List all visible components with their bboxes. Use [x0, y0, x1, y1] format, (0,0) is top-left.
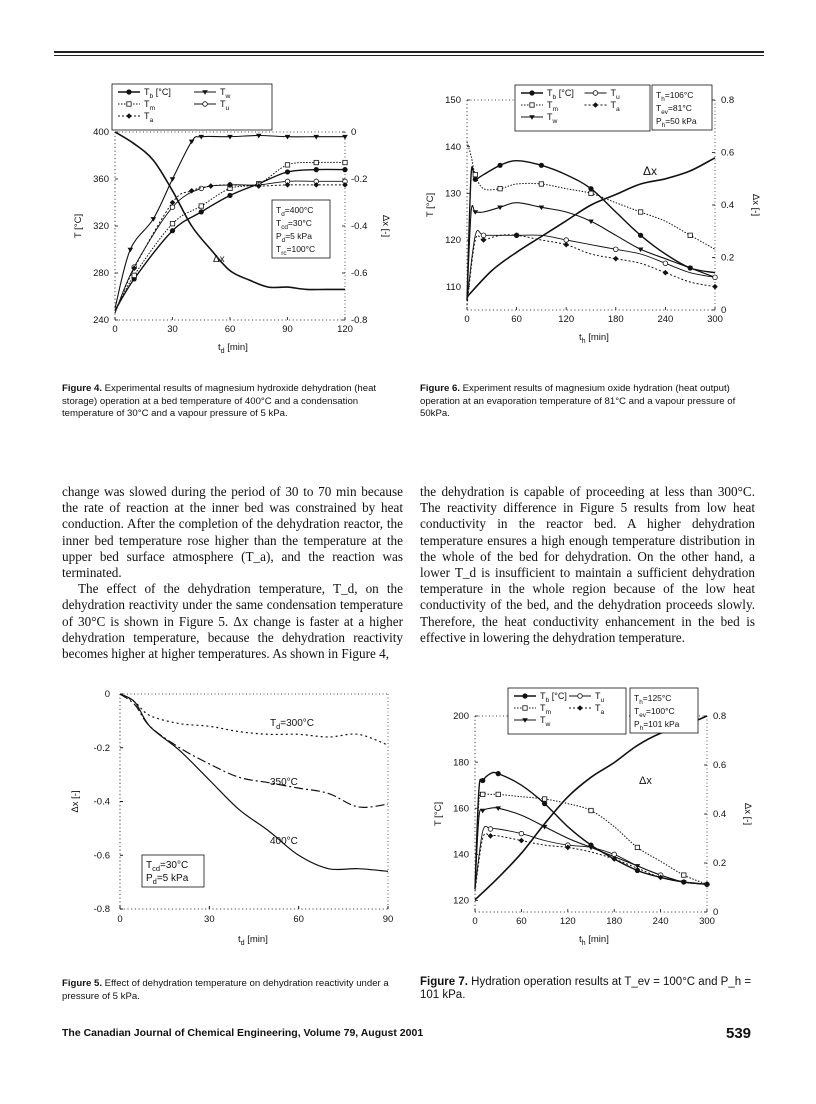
x-tick-label: 120	[558, 314, 575, 325]
data-point	[564, 238, 569, 243]
figure-5-caption	[62, 978, 404, 1003]
caption-text: Experiment results of magnesium oxide hydration (heat output) operation at an evaporation temperature of 81°C and a vapour pressure of 50kPa.	[420, 383, 736, 420]
legend-label: $T_a$	[144, 111, 154, 124]
data-point	[227, 193, 232, 198]
y-tick-label: 140	[445, 141, 461, 153]
caption-text: Effect of dehydration temperature on dehydration reactivity under a pressure of 5 kPa.	[62, 978, 389, 1002]
legend-label: $T_a$	[595, 703, 605, 716]
series-line	[120, 694, 388, 871]
body-text-right-column	[420, 484, 755, 646]
data-point	[712, 284, 718, 290]
legend-box	[515, 85, 650, 131]
condition-label: $T_{rc}=100^\circ C$	[276, 244, 316, 257]
legend-label: $T_u$	[595, 691, 605, 704]
data-point	[539, 163, 544, 168]
x-tick-label: 120	[337, 324, 353, 335]
data-point	[314, 160, 318, 164]
x-tick-label: 0	[464, 314, 470, 325]
legend-label: $T_w$	[547, 112, 558, 125]
figure-7-chart	[415, 672, 760, 957]
legend-label: $T_m$	[540, 703, 552, 716]
data-point	[481, 237, 487, 243]
series-t-b	[475, 771, 707, 889]
y-tick-label: 240	[93, 315, 109, 327]
condition-label: $P_d=5$ kPa	[276, 231, 312, 244]
x-tick-label: 60	[224, 324, 236, 335]
series-line	[467, 203, 715, 301]
caption-label: Figure 5.	[62, 978, 102, 989]
legend-box	[112, 84, 272, 130]
y-tick-label: 0	[104, 689, 110, 701]
x-tick-label: 30	[204, 914, 215, 925]
series-label: 350°C	[270, 777, 298, 788]
y2-tick-label: 0	[351, 127, 357, 139]
caption-label: Figure 4.	[62, 383, 102, 394]
data-point	[170, 228, 175, 233]
series-t-d-300-c	[120, 694, 388, 745]
x-axis-label: $t_d$ [min]	[218, 342, 248, 355]
data-point	[682, 873, 686, 877]
data-point	[343, 160, 347, 164]
figure-5-chart	[60, 672, 405, 957]
y2-tick-label: 0.8	[713, 711, 727, 723]
data-point	[638, 210, 642, 214]
y-tick-label: 120	[453, 895, 469, 907]
legend-label: $T_u$	[610, 88, 620, 101]
data-point	[613, 256, 619, 262]
x-tick-label: 60	[516, 916, 527, 927]
journal-footer: The Canadian Journal of Chemical Engineering, Volume 79, August 2001	[62, 1027, 424, 1039]
y-tick-label: 110	[445, 281, 461, 293]
data-point	[285, 163, 289, 167]
series-t-u	[475, 826, 709, 889]
data-point	[126, 89, 131, 94]
x-tick-label: 90	[282, 324, 293, 335]
data-point	[496, 771, 501, 776]
data-point	[127, 102, 131, 106]
x-tick-label: 240	[657, 314, 674, 325]
data-point	[199, 209, 204, 214]
x-tick-label: 240	[652, 916, 669, 927]
data-point	[522, 693, 527, 698]
data-point	[530, 103, 534, 107]
condition-label: $T_{ev}=81^\circ C$	[656, 103, 692, 116]
data-point	[612, 852, 617, 857]
x-tick-label: 0	[472, 916, 478, 927]
data-point	[480, 809, 486, 814]
figure-6-chart	[415, 70, 760, 370]
series-350-c	[120, 694, 388, 807]
data-point	[663, 261, 668, 266]
y2-tick-label: 0	[721, 305, 727, 317]
data-point	[578, 694, 583, 699]
series-t-b	[467, 161, 715, 301]
series-label: $T_d=300^\circ C$	[270, 718, 315, 731]
data-point	[473, 172, 477, 176]
data-point	[170, 177, 176, 182]
data-point	[132, 273, 136, 277]
legend-label: $T_a$	[610, 100, 620, 113]
data-point	[519, 838, 525, 844]
data-point	[704, 882, 710, 888]
y-axis-label: T [°C]	[425, 192, 436, 218]
body-text-left-column	[62, 484, 403, 662]
figure-4-caption	[62, 383, 407, 421]
y-tick-label: 140	[453, 849, 469, 861]
y-tick-label: -0.2	[93, 742, 110, 754]
data-point	[481, 233, 486, 238]
y2-axis-label: Δx [-]	[380, 214, 391, 238]
series--x	[467, 158, 715, 297]
x-tick-label: 60	[293, 914, 304, 925]
data-point	[542, 797, 546, 801]
series-line	[467, 230, 715, 300]
data-point	[496, 792, 500, 796]
delta-x-annotation: Δx	[213, 254, 225, 265]
figure-4-chart	[60, 70, 400, 370]
legend-label: $T_b$ [°C]	[144, 87, 171, 100]
data-point	[488, 833, 494, 839]
data-point	[589, 808, 593, 812]
caption-text: Hydration operation results at T_ev = 100°C and P_h = 101 kPa.	[420, 976, 752, 1001]
data-point	[589, 191, 593, 195]
data-point	[208, 183, 214, 189]
caption-label: Figure 6.	[420, 383, 460, 394]
x-axis-label: $t_h$ [min]	[579, 934, 609, 947]
x-axis-label: $t_h$ [min]	[579, 332, 609, 345]
data-point	[514, 233, 520, 239]
data-point	[563, 242, 569, 248]
legend-label: $T_b$ [°C]	[540, 691, 567, 704]
data-point	[170, 221, 174, 225]
data-point	[497, 163, 502, 168]
delta-x-annotation: Δx	[639, 775, 652, 787]
series-line	[120, 694, 388, 807]
condition-label: $P_h=101$ kPa	[634, 719, 680, 732]
y-tick-label: -0.8	[93, 904, 110, 916]
x-tick-label: 180	[606, 916, 623, 927]
condition-label: $P_d=5$ kPa	[146, 873, 189, 886]
y-axis-label: T [°C]	[433, 801, 444, 827]
x-tick-label: 120	[559, 916, 576, 927]
series--x	[475, 716, 707, 900]
data-point	[593, 91, 598, 96]
data-point	[285, 169, 290, 174]
y2-tick-label: -0.8	[351, 315, 368, 327]
x-tick-label: 300	[707, 314, 723, 325]
condition-label: $T_{ev}=100^\circ C$	[634, 706, 675, 719]
data-point	[523, 706, 527, 710]
data-point	[128, 248, 134, 253]
data-point	[498, 186, 502, 190]
data-point	[588, 186, 593, 191]
y2-tick-label: -0.6	[351, 268, 368, 280]
y-tick-label: 320	[93, 221, 109, 233]
series-line	[120, 694, 388, 745]
legend-label: $T_w$	[540, 715, 551, 728]
y2-tick-label: 0.4	[713, 809, 727, 821]
data-point	[314, 167, 319, 172]
header-rule-bottom	[54, 55, 764, 56]
data-point	[688, 233, 692, 237]
data-point	[713, 275, 718, 280]
data-point	[638, 233, 643, 238]
data-point	[342, 167, 347, 172]
condition-label: $T_h=106^\circ C$	[656, 90, 694, 103]
legend-label: $T_w$	[220, 87, 231, 100]
x-tick-label: 60	[511, 314, 522, 325]
series-t-w	[467, 203, 715, 301]
paragraph: change was slowed during the period of 30 to 70 min because the rate of reaction at the inner bed was constrained by heat conduction. After the completion of the dehydration reactor, the inner bed temperature rose higher than the temperature at the upper bed surface atmosphere (T_a), and the reaction was terminated.	[62, 484, 403, 581]
data-point	[663, 270, 669, 276]
caption-text: Experimental results of magnesium hydroxide dehydration (heat storage) operation at a bed temperature of 400°C and a condensation temperature of 30°C and a vapour pressure of 5 kPa.	[62, 383, 377, 420]
y2-tick-label: 0.2	[721, 252, 735, 264]
y2-tick-label: 0.4	[721, 200, 735, 212]
series-t-m	[467, 142, 715, 249]
figure-6-caption	[420, 383, 755, 421]
x-tick-label: 90	[382, 914, 394, 925]
series-label: 400°C	[270, 836, 298, 847]
series-line	[475, 792, 707, 889]
series-line	[467, 235, 715, 306]
y-tick-label: 150	[445, 95, 461, 107]
page-number: 539	[726, 1025, 752, 1042]
series-400-c	[120, 694, 388, 871]
y-tick-label: 400	[93, 127, 109, 139]
y2-tick-label: 0.2	[713, 858, 727, 870]
condition-label: $T_d=400^\circ C$	[276, 205, 314, 218]
x-tick-label: 30	[167, 324, 178, 335]
data-point	[473, 177, 478, 182]
x-tick-label: 300	[699, 916, 715, 927]
header-rule-top	[54, 51, 764, 53]
legend-label: $T_u$	[220, 99, 230, 112]
data-point	[529, 90, 534, 95]
data-point	[189, 140, 195, 145]
series-line	[475, 834, 707, 892]
condition-label: $P_h=50$ kPa	[656, 116, 697, 129]
x-axis-label: $t_d$ [min]	[238, 934, 268, 947]
paragraph: the dehydration is capable of proceeding at less than 300°C. The reactivity difference in Figure 5 results from low heat conductivity in the reactor bed. A higher dehydration temperature ensures a high enough temperature distribution in the whole of the bed for dehydration. On the other hand, a lower T_d is insufficient to maintain a sufficient dehydration temperature in the whole region because of the low heat conductivity of the bed, and the dehydration proceeds slowly. Therefore, the heat conductivity enhancement in the bed is effective in lowering the dehydration temperature.	[420, 484, 755, 645]
data-point	[488, 827, 493, 832]
caption-label: Figure 7.	[420, 976, 468, 988]
y2-tick-label: 0	[713, 907, 719, 919]
paragraph: The effect of the dehydration temperature, T_d, on the dehydration reactivity under the same condensation temperature of 30°C is shown in Figure 5. Δx change is faster at a higher dehydration temperature, because the dehydration reactivity becomes higher at higher temperatures. As shown in Figure 4,	[62, 581, 403, 662]
x-tick-label: 180	[607, 314, 624, 325]
x-tick-label: 0	[112, 324, 118, 335]
y2-axis-label: Δx [-]	[750, 193, 761, 217]
y2-tick-label: -0.2	[351, 174, 368, 186]
y-tick-label: 120	[445, 235, 461, 247]
y-tick-label: 360	[93, 174, 109, 186]
series-t-a	[475, 833, 710, 891]
y-axis-label: T [°C]	[73, 213, 84, 239]
data-point	[199, 204, 203, 208]
delta-x-annotation: Δx	[643, 164, 658, 178]
data-point	[480, 778, 485, 783]
y2-axis-label: Δx [-]	[742, 802, 753, 826]
y-tick-label: 130	[445, 188, 461, 200]
y-tick-label: 280	[93, 268, 109, 280]
data-point	[539, 182, 543, 186]
series-line	[467, 161, 715, 301]
data-point	[519, 831, 524, 836]
series-t-u	[467, 230, 717, 300]
condition-label: $T_{cd}=30^\circ C$	[146, 860, 189, 873]
y2-tick-label: -0.4	[351, 221, 368, 233]
data-point	[614, 247, 619, 252]
series-t-m	[475, 792, 707, 889]
y2-tick-label: 0.6	[721, 147, 735, 159]
figure-7-caption	[420, 976, 760, 1002]
y-axis-label: Δx [-]	[70, 790, 81, 813]
y-tick-label: 200	[453, 711, 469, 723]
y2-tick-label: 0.8	[721, 95, 735, 107]
series-line	[467, 158, 715, 297]
y-tick-label: -0.4	[93, 796, 110, 808]
series-line	[475, 716, 707, 900]
legend-label: $T_b$ [°C]	[547, 88, 574, 101]
y-tick-label: -0.6	[93, 850, 110, 862]
condition-label: $T_h=125^\circ C$	[634, 693, 672, 706]
condition-label: $T_{cd}=30^\circ C$	[276, 218, 312, 231]
legend-label: $T_m$	[144, 99, 156, 112]
data-point	[481, 792, 485, 796]
legend-label: $T_m$	[547, 100, 559, 113]
data-point	[635, 845, 639, 849]
y-tick-label: 180	[453, 757, 469, 769]
data-point	[203, 102, 208, 107]
y-tick-label: 160	[453, 803, 469, 815]
y2-tick-label: 0.6	[713, 760, 727, 772]
data-point	[542, 801, 547, 806]
x-tick-label: 0	[117, 914, 123, 925]
